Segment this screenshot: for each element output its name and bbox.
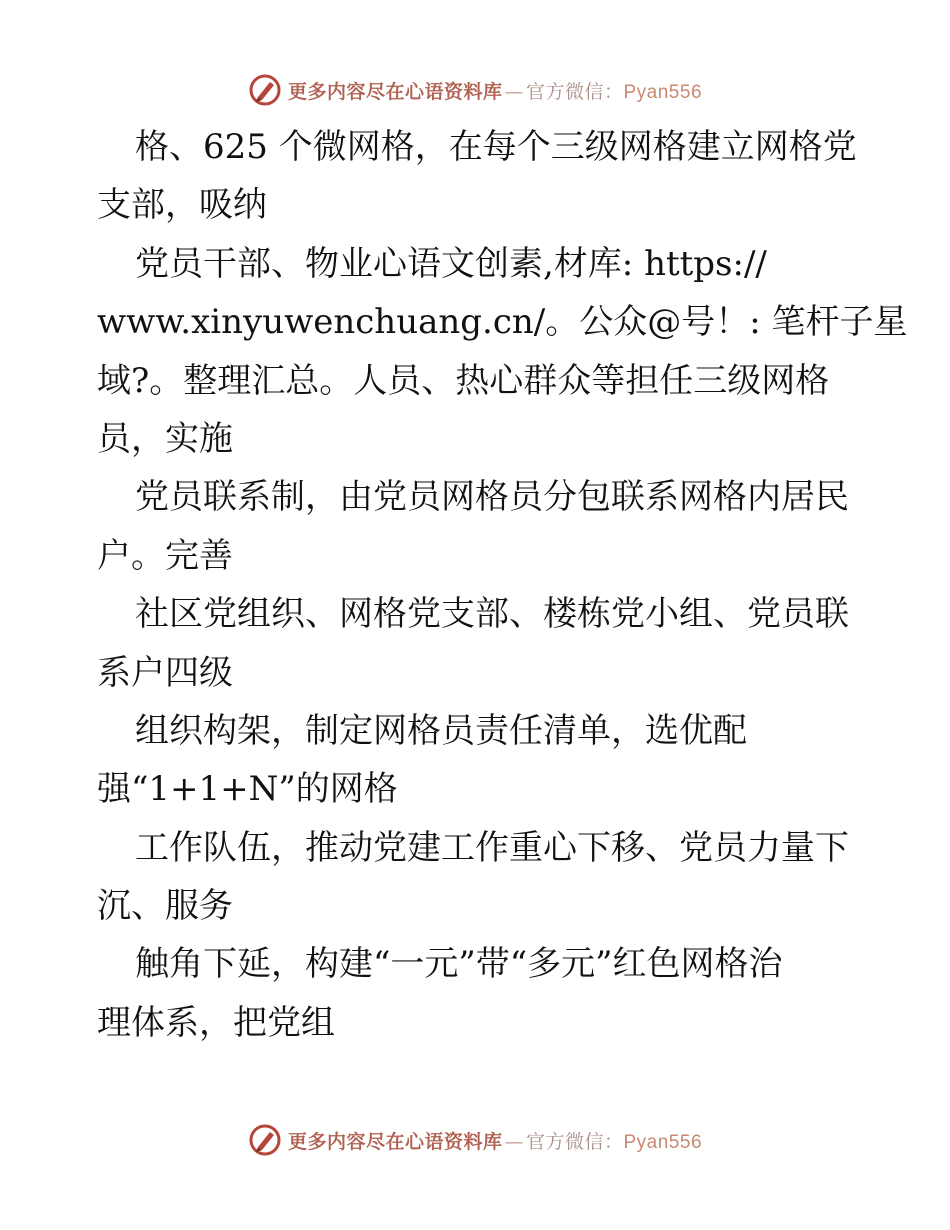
text-line: 系户四级	[97, 652, 233, 693]
pen-logo-icon	[248, 73, 282, 107]
text-line: 触角下延，构建“一元”带“多元”红色网格治	[135, 944, 783, 985]
banner-subtitle: 官方微信：	[525, 1130, 624, 1153]
footer-banner	[0, 1120, 950, 1160]
banner-title: 更多内容尽在心语资料库	[287, 80, 503, 103]
banner-dash: —	[504, 80, 524, 103]
banner-subtitle: 官方微信：	[525, 80, 624, 103]
banner-account: Pyan556	[623, 81, 703, 103]
text-line: 强“1+1+N”的网格	[97, 769, 398, 810]
text-line: 沉、服务	[97, 886, 233, 927]
text-line: 社区党组织、网格党支部、楼栋党小组、党员联	[135, 594, 849, 635]
document-body	[97, 118, 908, 1052]
text-line: 格、625 个微网格，在每个三级网格建立网格党	[135, 127, 857, 167]
text-line: 员，实施	[97, 418, 233, 459]
text-line: www.xinyuwenchuang.cn/。公众@号！: 笔杆子星	[97, 302, 908, 343]
banner-title: 更多内容尽在心语资料库	[287, 1130, 503, 1153]
text-line: 支部，吸纳	[97, 185, 267, 226]
text-line: 理体系，把党组	[97, 1002, 335, 1043]
banner-account: Pyan556	[623, 1131, 703, 1153]
banner-text	[288, 77, 702, 104]
text-line: 户。完善	[97, 535, 233, 576]
text-line: 域?。整理汇总。人员、热心群众等担任三级网格	[97, 360, 830, 401]
text-line: 党员联系制，由党员网格员分包联系网格内居民	[135, 477, 849, 518]
text-line: 党员干部、物业心语文创素,材库: https://	[135, 243, 767, 284]
pen-logo-icon	[248, 1123, 282, 1157]
header-banner	[0, 70, 950, 110]
text-line: 工作队伍，推动党建工作重心下移、党员力量下	[135, 827, 849, 868]
banner-dash: —	[504, 1130, 524, 1153]
text-line: 组织构架，制定网格员责任清单，选优配	[135, 710, 747, 751]
banner-text	[288, 1127, 702, 1154]
